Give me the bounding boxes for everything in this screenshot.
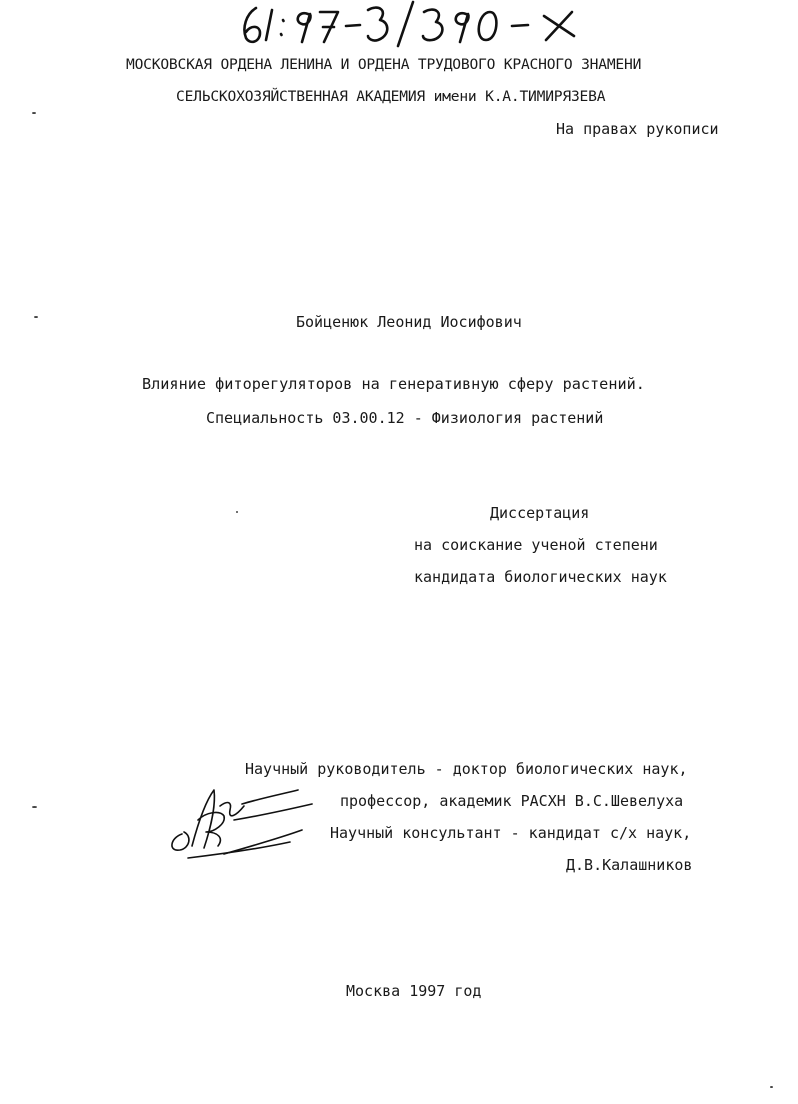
dissertation-title: Влияние фиторегуляторов на генеративную сферу растений.	[142, 375, 645, 393]
degree-line-3: кандидата биологических наук	[414, 568, 667, 586]
place-and-year: Москва 1997 год	[346, 982, 482, 1000]
scan-speck	[34, 316, 38, 318]
author-name: Бойценюк Леонид Иосифович	[296, 313, 522, 331]
scan-speck	[770, 1086, 773, 1088]
degree-line-1: Диссертация	[490, 504, 590, 522]
advisor-line-2: профессор, академик РАСХН В.С.Шевелуха	[340, 792, 684, 810]
rights-note: На правах рукописи	[556, 120, 719, 138]
institution-line-2: СЕЛЬСКОХОЗЯЙСТВЕННАЯ АКАДЕМИЯ имени К.А.ТИМИРЯЗЕВА	[176, 88, 606, 105]
handwritten-archive-mark	[228, 0, 628, 50]
advisor-line-3: Научный консультант - кандидат с/х наук,	[330, 824, 692, 842]
advisor-line-1: Научный руководитель - доктор биологических наук,	[245, 760, 688, 778]
specialty: Специальность 03.00.12 - Физиология растений	[206, 409, 604, 427]
scan-speck	[32, 806, 37, 808]
scan-speck	[236, 511, 238, 513]
scan-speck	[32, 112, 36, 114]
handwritten-signature	[162, 776, 342, 866]
institution-line-1: МОСКОВСКАЯ ОРДЕНА ЛЕНИНА И ОРДЕНА ТРУДОВОГО КРАСНОГО ЗНАМЕНИ	[126, 56, 642, 73]
advisor-line-4: Д.В.Калашников	[566, 856, 693, 874]
degree-line-2: на соискание ученой степени	[414, 536, 658, 554]
